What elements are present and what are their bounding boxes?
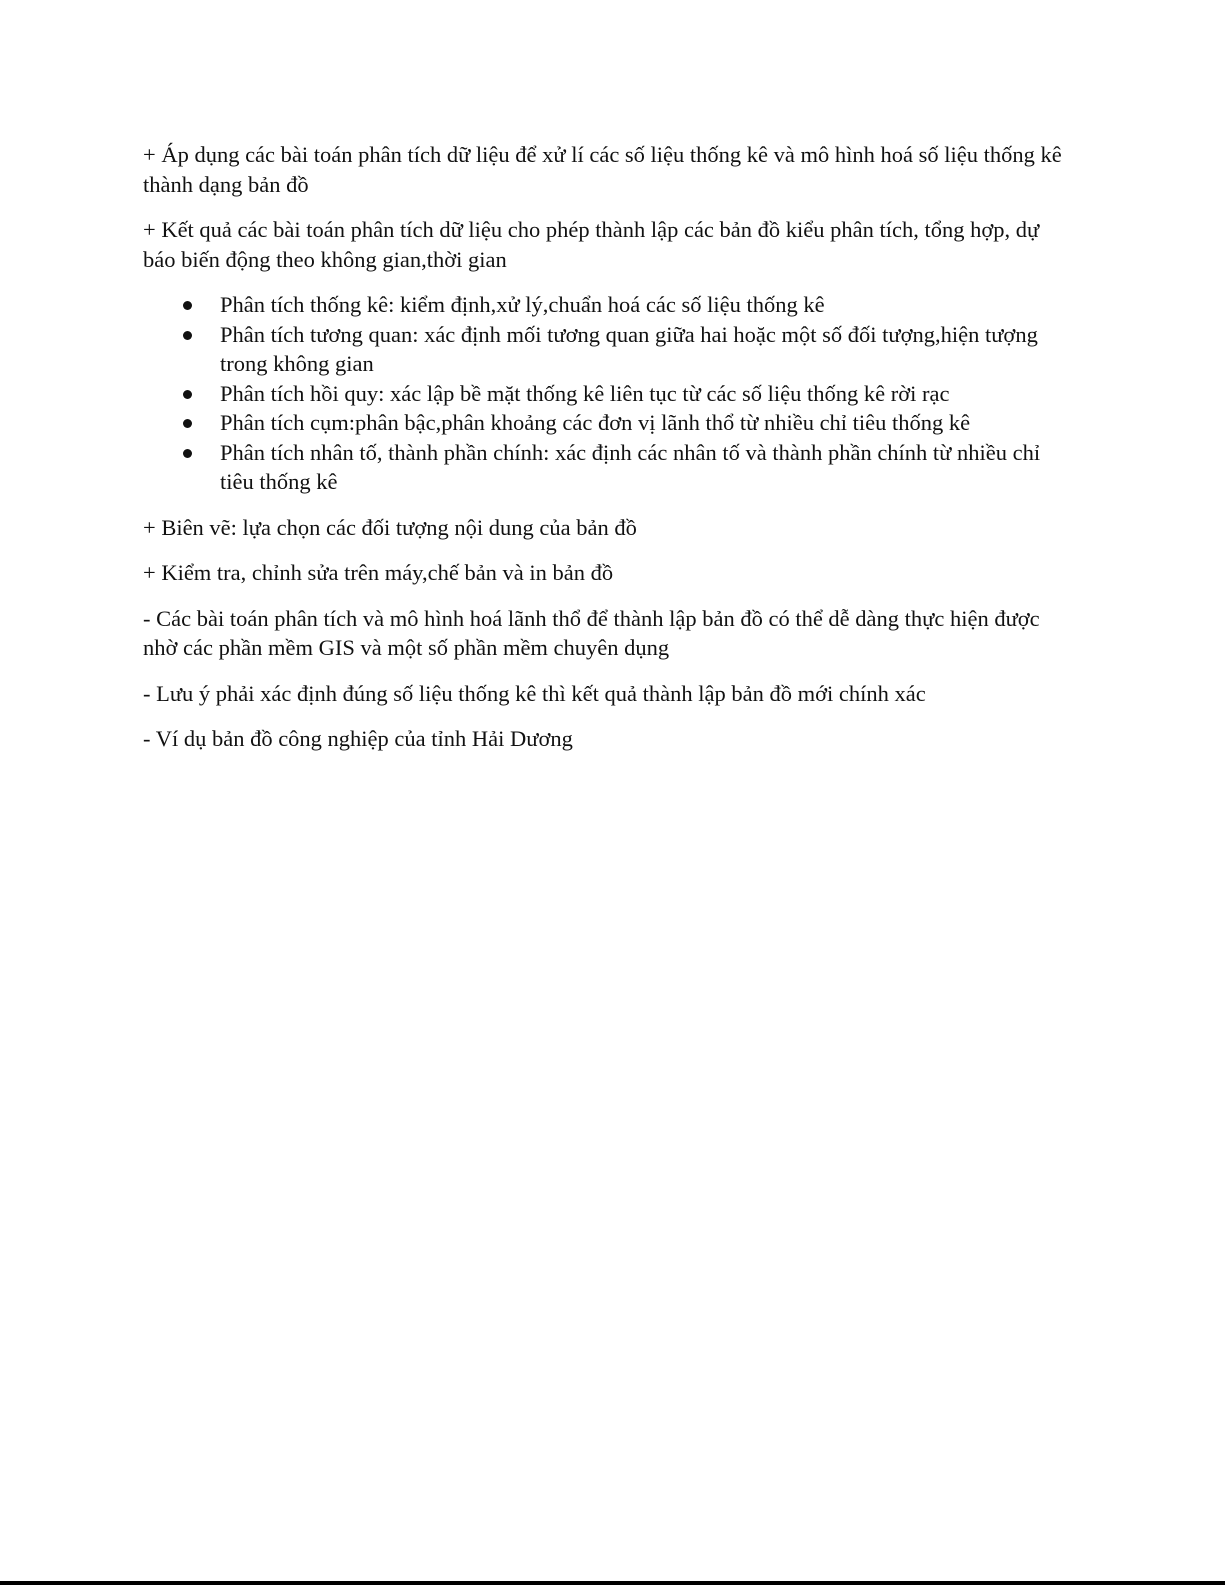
list-item-text: Phân tích hồi quy: xác lập bề mặt thống kê liên tục từ các số liệu thống kê rời rạc — [220, 380, 950, 406]
analysis-methods-list — [143, 290, 1073, 497]
bullet-icon — [183, 301, 192, 310]
list-item — [143, 290, 1073, 320]
list-item-text: Phân tích thống kê: kiểm định,xử lý,chuẩn hoá các số liệu thống kê — [220, 292, 825, 317]
paragraph-example: - Ví dụ bản đồ công nghiệp của tỉnh Hải Dương — [143, 726, 573, 751]
list-item — [143, 438, 1073, 497]
bullet-icon — [183, 331, 192, 340]
paragraph-apply-analysis: + Áp dụng các bài toán phân tích dữ liệu để xử lí các số liệu thống kê và mô hình hoá số liệu thống kê thành dạng bản đồ — [143, 142, 1062, 197]
bullet-icon — [183, 390, 192, 399]
list-item — [143, 379, 1073, 409]
list-item-text: Phân tích tương quan: xác định mối tương quan giữa hai hoặc một số đối tượng,hiện tượng trong không gian — [220, 321, 1038, 376]
list-item-text: Phân tích cụm:phân bậc,phân khoảng các đơn vị lãnh thổ từ nhiều chỉ tiêu thống kê — [220, 410, 971, 435]
bullet-icon — [183, 419, 192, 428]
paragraph-analysis-results: + Kết quả các bài toán phân tích dữ liệu cho phép thành lập các bản đồ kiểu phân tích, tổng hợp, dự báo biến động theo không gian,thời gian — [143, 217, 1040, 272]
paragraph-checking: + Kiểm tra, chỉnh sửa trên máy,chế bản và in bản đồ — [143, 560, 614, 585]
document-body — [143, 140, 1073, 770]
list-item — [143, 408, 1073, 438]
page-bottom-divider — [0, 1581, 1225, 1585]
paragraph-drafting: + Biên vẽ: lựa chọn các đối tượng nội dung của bản đồ — [143, 514, 637, 540]
paragraph-gis-software: - Các bài toán phân tích và mô hình hoá lãnh thổ để thành lập bản đồ có thể dễ dàng thực hiện được nhờ các phần mềm GIS và một số phần mềm chuyên dụng — [143, 605, 1040, 660]
paragraph-note: - Lưu ý phải xác định đúng số liệu thống kê thì kết quả thành lập bản đồ mới chính xác — [143, 680, 926, 706]
bullet-icon — [183, 449, 192, 458]
list-item-text: Phân tích nhân tố, thành phần chính: xác định các nhân tố và thành phần chính từ nhiều chỉ tiêu thống kê — [220, 439, 1041, 494]
list-item — [143, 320, 1073, 379]
